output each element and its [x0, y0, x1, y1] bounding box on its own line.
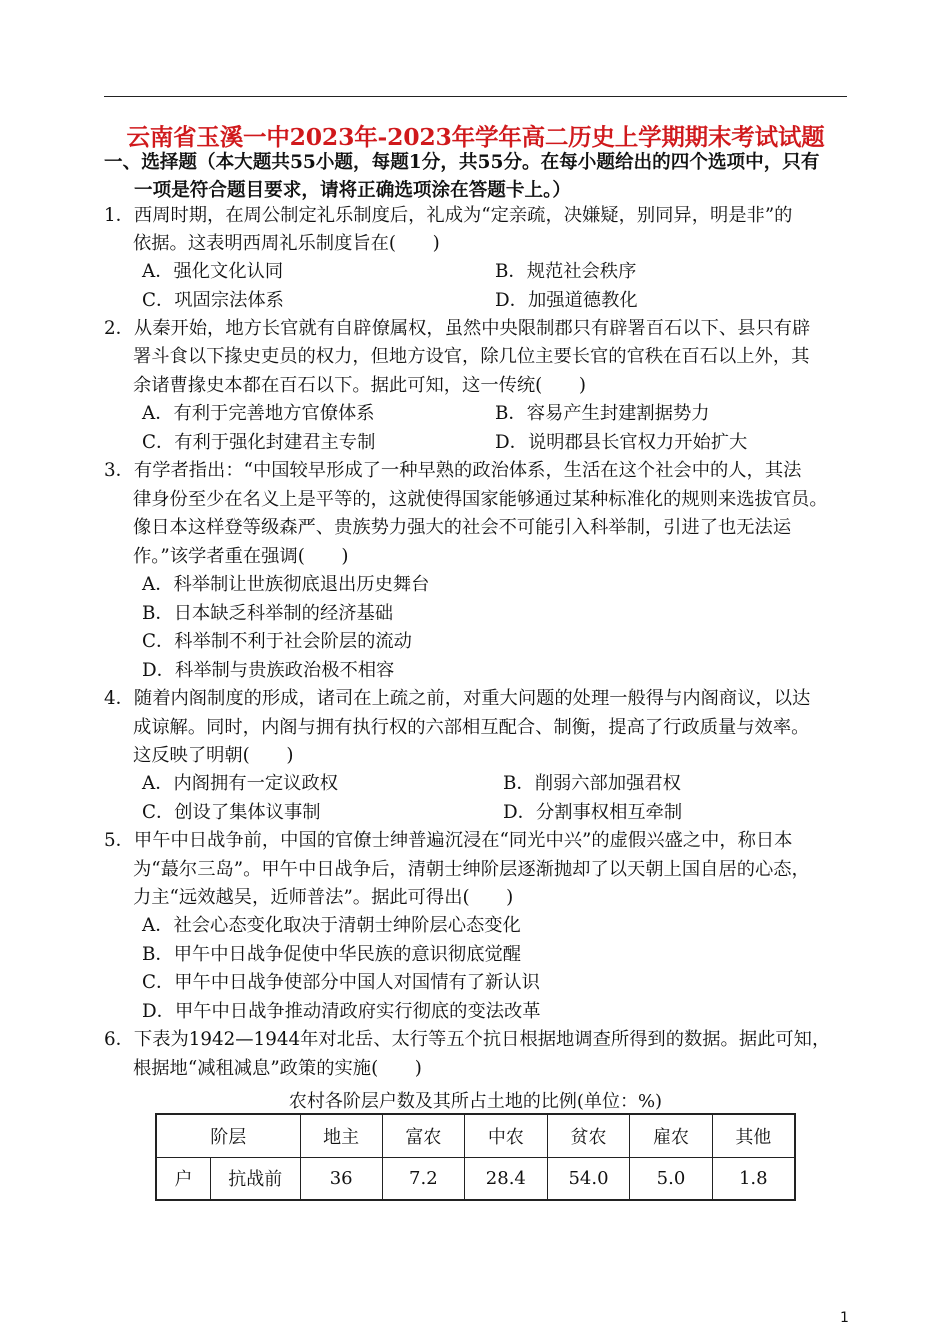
- q5-option-c: C．甲午中日战争使部分中国人对国情有了新认识: [142, 972, 540, 993]
- q4-option-a: A．内阁拥有一定议政权: [142, 773, 339, 794]
- table-header-cell: 中农: [465, 1114, 548, 1157]
- table-cell: 7.2: [382, 1157, 464, 1200]
- q5-option-d: D．甲午中日战争推动清政府实行彻底的变法改革: [142, 1001, 541, 1022]
- q3-stem-line-1: 3．有学者指出：“中国较早形成了一种早熟的政治体系，生活在这个社会中的人，其法: [104, 460, 802, 481]
- table-header-cell: 雇农: [630, 1114, 712, 1157]
- table-header-cell: 其他: [712, 1114, 795, 1157]
- table-header-cell: 阶层: [156, 1114, 300, 1157]
- table-header-row: [156, 1114, 795, 1157]
- q5-stem-line-3: 力主“远效越吴，近师普法”。据此可得出( ): [133, 887, 514, 908]
- section-instructions: [104, 149, 849, 205]
- q2-option-a: A．有利于完善地方官僚体系: [142, 403, 375, 424]
- q4-stem-line-2: 成谅解。同时，内阁与拥有执行权的六部相互配合、制衡，提高了行政质量与效率。: [133, 717, 810, 738]
- table-row: [156, 1157, 795, 1200]
- q2-stem-line-2: 署斗食以下掾史吏员的权力，但地方设官，除几位主要长官的官秩在百石以上外，其: [133, 346, 810, 367]
- table-row-group: 户: [156, 1157, 210, 1200]
- q3-stem-line-4: 作。”该学者重在强调( ): [133, 546, 349, 567]
- q3-option-a: A．科举制让世族彻底退出历史舞台: [142, 574, 430, 595]
- q2-stem-line-1: 2．从秦开始，地方长官就有自辟僚属权，虽然中央限制郡只有辟署百石以下、县只有辟: [104, 318, 811, 339]
- q1-stem-line-2: 依据。这表明西周礼乐制度旨在( ): [133, 233, 440, 254]
- q2-option-d: D．说明郡县长官权力开始扩大: [495, 432, 748, 453]
- q4-option-d: D．分割事权相互牵制: [503, 802, 683, 823]
- q5-stem-line-1: 5．甲午中日战争前，中国的官僚士绅普遍沉浸在“同光中兴”的虚假兴盛之中，称日本: [104, 830, 793, 851]
- table-caption: 农村各阶层户数及其所占土地的比例(单位：%): [288, 1091, 663, 1112]
- table-cell: 54.0: [547, 1157, 630, 1200]
- q3-option-d: D．科举制与贵族政治极不相容: [142, 660, 395, 681]
- section-line-1: 一、选择题（本大题共55小题，每题1分，共55分。在每小题给出的四个选项中，只有: [104, 152, 820, 173]
- q3-stem-line-2: 律身份至少在名义上是平等的，这就使得国家能够通过某种标准化的规则来选拔官员。: [133, 489, 828, 510]
- q5-option-a: A．社会心态变化取决于清朝士绅阶层心态变化: [142, 915, 521, 936]
- q3-option-c: C．科举制不利于社会阶层的流动: [142, 631, 412, 652]
- q6-stem-line-2: 根据地“减租减息”政策的实施( ): [133, 1058, 422, 1079]
- q1-option-b: B．规范社会秩序: [495, 261, 637, 282]
- q4-stem-line-3: 这反映了明朝( ): [133, 745, 294, 766]
- q3-option-b: B．日本缺乏科举制的经济基础: [142, 603, 394, 624]
- q3-stem-line-3: 像日本这样登等级森严、贵族势力强大的社会不可能引入科举制，引进了也无法运: [133, 517, 792, 538]
- page-number: 1: [840, 1310, 849, 1326]
- q1-option-d: D．加强道德教化: [495, 290, 638, 311]
- q6-stem-line-1: 6．下表为1942—1944年对北岳、太行等五个抗日根据地调查所得到的数据。据此可知，: [104, 1029, 831, 1050]
- table-row-period: 抗战前: [210, 1157, 300, 1200]
- table-cell: 5.0: [630, 1157, 712, 1200]
- q2-option-c: C．有利于强化封建君主专制: [142, 432, 376, 453]
- table-cell: 1.8: [712, 1157, 795, 1200]
- q5-stem-line-2: 为“蕞尔三岛”。甲午中日战争后，清朝士绅阶层逐渐抛却了以天朝上国自居的心态，: [133, 859, 810, 880]
- table-header-cell: 富农: [382, 1114, 464, 1157]
- q2-option-b: B．容易产生封建割据势力: [495, 403, 710, 424]
- header-rule: [104, 96, 847, 97]
- data-table: [155, 1113, 796, 1201]
- table-cell: 36: [300, 1157, 382, 1200]
- exam-title: 云南省玉溪一中2023年-2023年学年高二历史上学期期末考试试题: [126, 123, 825, 151]
- q5-option-b: B．甲午中日战争促使中华民族的意识彻底觉醒: [142, 944, 522, 965]
- q4-stem-line-1: 4．随着内阁制度的形成，诸司在上疏之前，对重大问题的处理一般得与内阁商议，以达: [104, 688, 811, 709]
- table-header-cell: 贫农: [547, 1114, 630, 1157]
- q1-option-c: C．巩固宗法体系: [142, 290, 284, 311]
- q4-option-b: B．削弱六部加强君权: [503, 773, 681, 794]
- q4-option-c: C．创设了集体议事制: [142, 802, 321, 823]
- q1-option-a: A．强化文化认同: [142, 261, 284, 282]
- table-cell: 28.4: [465, 1157, 548, 1200]
- table-header-cell: 地主: [300, 1114, 382, 1157]
- section-line-2: 一项是符合题目要求，请将正确选项涂在答题卡上。）: [134, 180, 571, 201]
- q2-stem-line-3: 余诸曹掾史本都在百石以下。据此可知，这一传统( ): [133, 375, 587, 396]
- q1-stem-line-1: 1．西周时期，在周公制定礼乐制度后，礼成为“定亲疏，决嫌疑，别同异，明是非”的: [104, 205, 793, 226]
